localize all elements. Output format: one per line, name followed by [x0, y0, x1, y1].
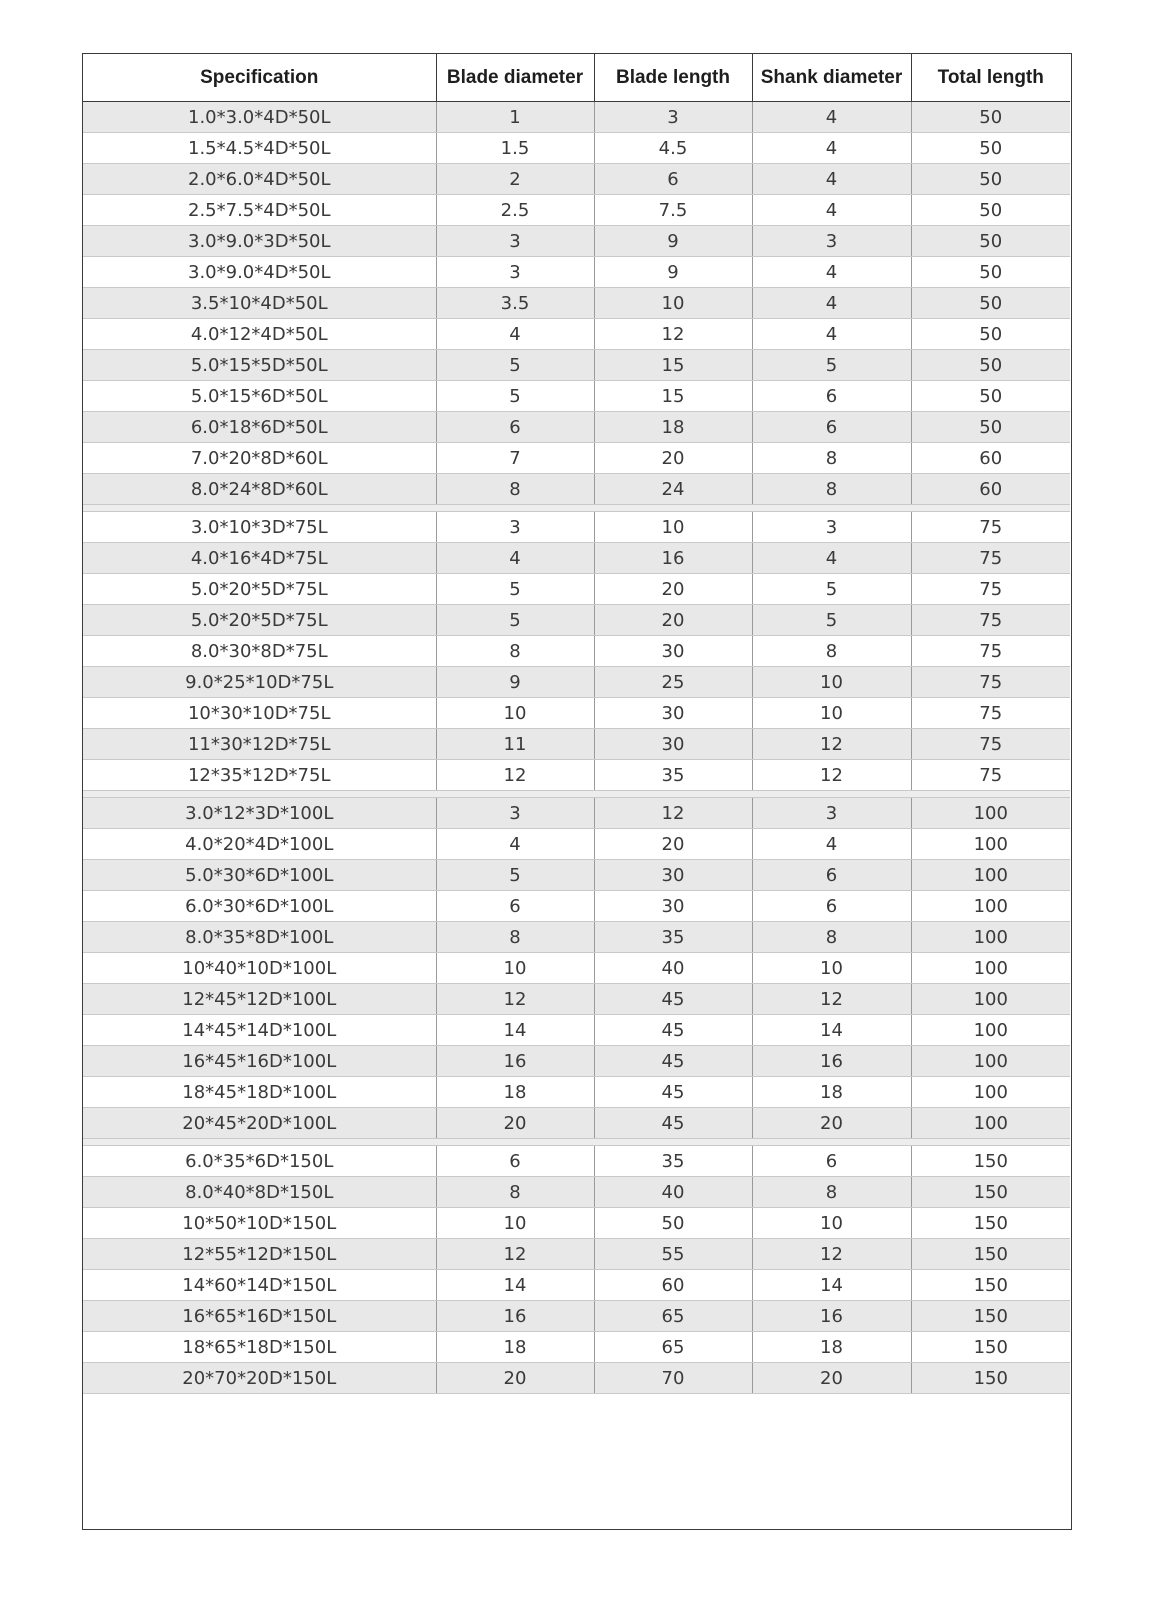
cell-blade-diameter: 10 — [436, 698, 594, 729]
cell-specification: 5.0*20*5D*75L — [83, 574, 436, 605]
cell-total-length: 150 — [911, 1177, 1070, 1208]
cell-specification: 5.0*15*6D*50L — [83, 381, 436, 412]
cell-blade-diameter: 5 — [436, 381, 594, 412]
cell-shank-diameter: 4 — [752, 288, 911, 319]
cell-blade-diameter: 5 — [436, 605, 594, 636]
cell-shank-diameter: 3 — [752, 226, 911, 257]
cell-blade-length: 18 — [594, 412, 752, 443]
cell-shank-diameter: 4 — [752, 543, 911, 574]
cell-blade-length: 50 — [594, 1208, 752, 1239]
cell-specification: 8.0*24*8D*60L — [83, 474, 436, 505]
cell-shank-diameter: 18 — [752, 1077, 911, 1108]
cell-total-length: 60 — [911, 474, 1070, 505]
cell-specification: 2.5*7.5*4D*50L — [83, 195, 436, 226]
cell-blade-length: 24 — [594, 474, 752, 505]
cell-total-length: 50 — [911, 319, 1070, 350]
table-row — [83, 729, 1070, 760]
cell-blade-diameter: 5 — [436, 860, 594, 891]
table-row — [83, 984, 1070, 1015]
cell-total-length: 50 — [911, 102, 1070, 133]
header-shank-diameter: Shank diameter — [752, 54, 911, 102]
cell-blade-diameter: 12 — [436, 1239, 594, 1270]
cell-specification: 2.0*6.0*4D*50L — [83, 164, 436, 195]
table-row — [83, 543, 1070, 574]
table-row — [83, 698, 1070, 729]
cell-specification: 10*50*10D*150L — [83, 1208, 436, 1239]
cell-total-length: 60 — [911, 443, 1070, 474]
header-blade-diameter: Blade diameter — [436, 54, 594, 102]
cell-total-length: 150 — [911, 1363, 1070, 1394]
table-row — [83, 829, 1070, 860]
cell-blade-diameter: 11 — [436, 729, 594, 760]
cell-shank-diameter: 12 — [752, 1239, 911, 1270]
table-row — [83, 1077, 1070, 1108]
cell-shank-diameter: 10 — [752, 698, 911, 729]
spec-table-frame — [82, 53, 1072, 1530]
cell-total-length: 150 — [911, 1208, 1070, 1239]
cell-shank-diameter: 4 — [752, 102, 911, 133]
cell-shank-diameter: 5 — [752, 605, 911, 636]
table-row — [83, 288, 1070, 319]
cell-shank-diameter: 3 — [752, 798, 911, 829]
cell-specification: 8.0*30*8D*75L — [83, 636, 436, 667]
cell-specification: 7.0*20*8D*60L — [83, 443, 436, 474]
cell-blade-diameter: 14 — [436, 1270, 594, 1301]
table-row — [83, 760, 1070, 791]
table-row — [83, 226, 1070, 257]
cell-blade-length: 35 — [594, 760, 752, 791]
cell-blade-diameter: 3 — [436, 512, 594, 543]
table-row — [83, 922, 1070, 953]
header-blade-length: Blade length — [594, 54, 752, 102]
table-body — [83, 102, 1070, 1394]
cell-shank-diameter: 8 — [752, 474, 911, 505]
table-row — [83, 412, 1070, 443]
cell-specification: 20*45*20D*100L — [83, 1108, 436, 1139]
cell-shank-diameter: 16 — [752, 1301, 911, 1332]
cell-blade-diameter: 5 — [436, 350, 594, 381]
cell-total-length: 150 — [911, 1301, 1070, 1332]
cell-blade-length: 45 — [594, 1046, 752, 1077]
table-row — [83, 195, 1070, 226]
cell-specification: 3.0*9.0*3D*50L — [83, 226, 436, 257]
table-row — [83, 860, 1070, 891]
table-row — [83, 102, 1070, 133]
cell-total-length: 100 — [911, 1108, 1070, 1139]
cell-blade-length: 20 — [594, 443, 752, 474]
cell-total-length: 100 — [911, 891, 1070, 922]
cell-blade-diameter: 6 — [436, 412, 594, 443]
cell-shank-diameter: 5 — [752, 350, 911, 381]
cell-blade-length: 3 — [594, 102, 752, 133]
cell-total-length: 100 — [911, 1046, 1070, 1077]
group-separator-cell — [83, 791, 1070, 798]
cell-blade-length: 4.5 — [594, 133, 752, 164]
cell-blade-diameter: 9 — [436, 667, 594, 698]
cell-shank-diameter: 4 — [752, 319, 911, 350]
cell-blade-length: 20 — [594, 605, 752, 636]
cell-total-length: 50 — [911, 288, 1070, 319]
cell-total-length: 50 — [911, 226, 1070, 257]
cell-blade-diameter: 10 — [436, 953, 594, 984]
header-total-length: Total length — [911, 54, 1070, 102]
cell-shank-diameter: 20 — [752, 1363, 911, 1394]
cell-specification: 3.0*10*3D*75L — [83, 512, 436, 543]
cell-shank-diameter: 14 — [752, 1270, 911, 1301]
cell-total-length: 100 — [911, 1077, 1070, 1108]
cell-total-length: 100 — [911, 984, 1070, 1015]
cell-shank-diameter: 5 — [752, 574, 911, 605]
cell-total-length: 75 — [911, 512, 1070, 543]
cell-shank-diameter: 8 — [752, 636, 911, 667]
table-row — [83, 1270, 1070, 1301]
cell-blade-length: 10 — [594, 512, 752, 543]
cell-shank-diameter: 20 — [752, 1108, 911, 1139]
cell-total-length: 75 — [911, 698, 1070, 729]
cell-blade-diameter: 8 — [436, 474, 594, 505]
cell-total-length: 100 — [911, 953, 1070, 984]
cell-total-length: 50 — [911, 257, 1070, 288]
cell-blade-length: 45 — [594, 1077, 752, 1108]
cell-total-length: 50 — [911, 412, 1070, 443]
table-row — [83, 1239, 1070, 1270]
cell-shank-diameter: 4 — [752, 164, 911, 195]
table-row — [83, 1108, 1070, 1139]
cell-shank-diameter: 6 — [752, 381, 911, 412]
cell-specification: 10*40*10D*100L — [83, 953, 436, 984]
cell-blade-diameter: 3.5 — [436, 288, 594, 319]
group-separator — [83, 505, 1070, 512]
table-row — [83, 1015, 1070, 1046]
table-row — [83, 443, 1070, 474]
cell-total-length: 150 — [911, 1270, 1070, 1301]
cell-shank-diameter: 4 — [752, 195, 911, 226]
cell-blade-diameter: 2.5 — [436, 195, 594, 226]
table-row — [83, 474, 1070, 505]
cell-shank-diameter: 4 — [752, 257, 911, 288]
cell-specification: 11*30*12D*75L — [83, 729, 436, 760]
cell-blade-length: 12 — [594, 319, 752, 350]
cell-blade-length: 9 — [594, 257, 752, 288]
cell-blade-length: 25 — [594, 667, 752, 698]
cell-specification: 14*60*14D*150L — [83, 1270, 436, 1301]
cell-specification: 8.0*40*8D*150L — [83, 1177, 436, 1208]
cell-specification: 3.0*9.0*4D*50L — [83, 257, 436, 288]
cell-specification: 10*30*10D*75L — [83, 698, 436, 729]
cell-blade-diameter: 16 — [436, 1301, 594, 1332]
table-row — [83, 381, 1070, 412]
cell-specification: 20*70*20D*150L — [83, 1363, 436, 1394]
cell-shank-diameter: 3 — [752, 512, 911, 543]
cell-total-length: 100 — [911, 922, 1070, 953]
cell-specification: 5.0*15*5D*50L — [83, 350, 436, 381]
cell-specification: 12*45*12D*100L — [83, 984, 436, 1015]
cell-blade-length: 70 — [594, 1363, 752, 1394]
cell-shank-diameter: 4 — [752, 829, 911, 860]
cell-specification: 16*45*16D*100L — [83, 1046, 436, 1077]
table-header — [83, 54, 1070, 102]
group-separator — [83, 791, 1070, 798]
cell-blade-diameter: 16 — [436, 1046, 594, 1077]
cell-shank-diameter: 4 — [752, 133, 911, 164]
cell-shank-diameter: 6 — [752, 860, 911, 891]
cell-total-length: 50 — [911, 164, 1070, 195]
table-row — [83, 1177, 1070, 1208]
table-row — [83, 1332, 1070, 1363]
cell-blade-diameter: 20 — [436, 1363, 594, 1394]
cell-specification: 18*65*18D*150L — [83, 1332, 436, 1363]
cell-blade-length: 15 — [594, 381, 752, 412]
table-row — [83, 953, 1070, 984]
table-row — [83, 1301, 1070, 1332]
cell-total-length: 150 — [911, 1332, 1070, 1363]
cell-blade-diameter: 14 — [436, 1015, 594, 1046]
cell-total-length: 50 — [911, 381, 1070, 412]
cell-blade-length: 45 — [594, 1108, 752, 1139]
cell-blade-diameter: 5 — [436, 574, 594, 605]
cell-blade-length: 7.5 — [594, 195, 752, 226]
cell-total-length: 100 — [911, 829, 1070, 860]
cell-blade-length: 10 — [594, 288, 752, 319]
cell-total-length: 75 — [911, 760, 1070, 791]
cell-blade-length: 20 — [594, 829, 752, 860]
table-row — [83, 1146, 1070, 1177]
cell-total-length: 75 — [911, 667, 1070, 698]
cell-total-length: 50 — [911, 350, 1070, 381]
cell-blade-diameter: 8 — [436, 922, 594, 953]
cell-blade-length: 30 — [594, 698, 752, 729]
cell-blade-length: 6 — [594, 164, 752, 195]
cell-specification: 4.0*12*4D*50L — [83, 319, 436, 350]
cell-blade-diameter: 3 — [436, 257, 594, 288]
cell-blade-length: 65 — [594, 1332, 752, 1363]
cell-blade-length: 45 — [594, 1015, 752, 1046]
cell-blade-length: 30 — [594, 636, 752, 667]
cell-specification: 5.0*30*6D*100L — [83, 860, 436, 891]
cell-blade-diameter: 7 — [436, 443, 594, 474]
cell-blade-diameter: 3 — [436, 798, 594, 829]
cell-total-length: 75 — [911, 543, 1070, 574]
cell-shank-diameter: 16 — [752, 1046, 911, 1077]
cell-specification: 9.0*25*10D*75L — [83, 667, 436, 698]
cell-total-length: 100 — [911, 798, 1070, 829]
cell-blade-diameter: 18 — [436, 1332, 594, 1363]
cell-shank-diameter: 10 — [752, 953, 911, 984]
cell-shank-diameter: 12 — [752, 729, 911, 760]
cell-blade-diameter: 20 — [436, 1108, 594, 1139]
cell-shank-diameter: 10 — [752, 667, 911, 698]
table-row — [83, 574, 1070, 605]
header-row — [83, 54, 1070, 102]
group-separator-cell — [83, 505, 1070, 512]
cell-blade-diameter: 4 — [436, 319, 594, 350]
cell-blade-diameter: 8 — [436, 1177, 594, 1208]
cell-blade-length: 40 — [594, 953, 752, 984]
cell-shank-diameter: 6 — [752, 412, 911, 443]
cell-specification: 8.0*35*8D*100L — [83, 922, 436, 953]
table-row — [83, 605, 1070, 636]
cell-shank-diameter: 8 — [752, 443, 911, 474]
cell-blade-length: 30 — [594, 860, 752, 891]
cell-blade-length: 16 — [594, 543, 752, 574]
cell-blade-length: 20 — [594, 574, 752, 605]
cell-blade-diameter: 2 — [436, 164, 594, 195]
cell-blade-diameter: 6 — [436, 1146, 594, 1177]
cell-shank-diameter: 8 — [752, 1177, 911, 1208]
cell-blade-length: 45 — [594, 984, 752, 1015]
cell-blade-length: 35 — [594, 1146, 752, 1177]
cell-total-length: 150 — [911, 1239, 1070, 1270]
cell-blade-diameter: 8 — [436, 636, 594, 667]
cell-blade-diameter: 3 — [436, 226, 594, 257]
cell-blade-diameter: 1 — [436, 102, 594, 133]
cell-specification: 6.0*35*6D*150L — [83, 1146, 436, 1177]
cell-specification: 16*65*16D*150L — [83, 1301, 436, 1332]
cell-total-length: 100 — [911, 1015, 1070, 1046]
cell-shank-diameter: 6 — [752, 1146, 911, 1177]
cell-total-length: 75 — [911, 729, 1070, 760]
group-separator — [83, 1139, 1070, 1146]
cell-blade-diameter: 10 — [436, 1208, 594, 1239]
table-row — [83, 798, 1070, 829]
cell-blade-length: 35 — [594, 922, 752, 953]
cell-blade-length: 30 — [594, 891, 752, 922]
cell-blade-diameter: 6 — [436, 891, 594, 922]
cell-specification: 3.0*12*3D*100L — [83, 798, 436, 829]
cell-specification: 4.0*20*4D*100L — [83, 829, 436, 860]
table-row — [83, 1363, 1070, 1394]
table-row — [83, 636, 1070, 667]
table-row — [83, 350, 1070, 381]
table-row — [83, 1208, 1070, 1239]
cell-shank-diameter: 14 — [752, 1015, 911, 1046]
table-row — [83, 667, 1070, 698]
cell-specification: 18*45*18D*100L — [83, 1077, 436, 1108]
cell-shank-diameter: 6 — [752, 891, 911, 922]
cell-blade-diameter: 4 — [436, 829, 594, 860]
cell-blade-diameter: 12 — [436, 984, 594, 1015]
cell-specification: 1.0*3.0*4D*50L — [83, 102, 436, 133]
cell-blade-length: 15 — [594, 350, 752, 381]
cell-specification: 12*35*12D*75L — [83, 760, 436, 791]
cell-blade-length: 60 — [594, 1270, 752, 1301]
cell-total-length: 75 — [911, 636, 1070, 667]
cell-shank-diameter: 18 — [752, 1332, 911, 1363]
cell-specification: 1.5*4.5*4D*50L — [83, 133, 436, 164]
cell-blade-diameter: 4 — [436, 543, 594, 574]
cell-total-length: 150 — [911, 1146, 1070, 1177]
cell-specification: 3.5*10*4D*50L — [83, 288, 436, 319]
cell-blade-diameter: 1.5 — [436, 133, 594, 164]
header-specification: Specification — [83, 54, 436, 102]
cell-blade-diameter: 18 — [436, 1077, 594, 1108]
table-row — [83, 257, 1070, 288]
table-row — [83, 512, 1070, 543]
cell-blade-length: 30 — [594, 729, 752, 760]
cell-total-length: 75 — [911, 574, 1070, 605]
cell-blade-diameter: 12 — [436, 760, 594, 791]
cell-shank-diameter: 12 — [752, 984, 911, 1015]
cell-specification: 6.0*18*6D*50L — [83, 412, 436, 443]
table-row — [83, 891, 1070, 922]
cell-shank-diameter: 12 — [752, 760, 911, 791]
spec-table — [83, 54, 1070, 1394]
cell-blade-length: 9 — [594, 226, 752, 257]
cell-blade-length: 55 — [594, 1239, 752, 1270]
cell-specification: 12*55*12D*150L — [83, 1239, 436, 1270]
cell-blade-length: 12 — [594, 798, 752, 829]
cell-specification: 6.0*30*6D*100L — [83, 891, 436, 922]
cell-total-length: 75 — [911, 605, 1070, 636]
cell-specification: 5.0*20*5D*75L — [83, 605, 436, 636]
table-row — [83, 133, 1070, 164]
cell-total-length: 100 — [911, 860, 1070, 891]
cell-total-length: 50 — [911, 195, 1070, 226]
cell-blade-length: 40 — [594, 1177, 752, 1208]
group-separator-cell — [83, 1139, 1070, 1146]
table-row — [83, 319, 1070, 350]
cell-shank-diameter: 10 — [752, 1208, 911, 1239]
cell-shank-diameter: 8 — [752, 922, 911, 953]
cell-total-length: 50 — [911, 133, 1070, 164]
table-row — [83, 1046, 1070, 1077]
cell-specification: 14*45*14D*100L — [83, 1015, 436, 1046]
cell-specification: 4.0*16*4D*75L — [83, 543, 436, 574]
cell-blade-length: 65 — [594, 1301, 752, 1332]
table-row — [83, 164, 1070, 195]
